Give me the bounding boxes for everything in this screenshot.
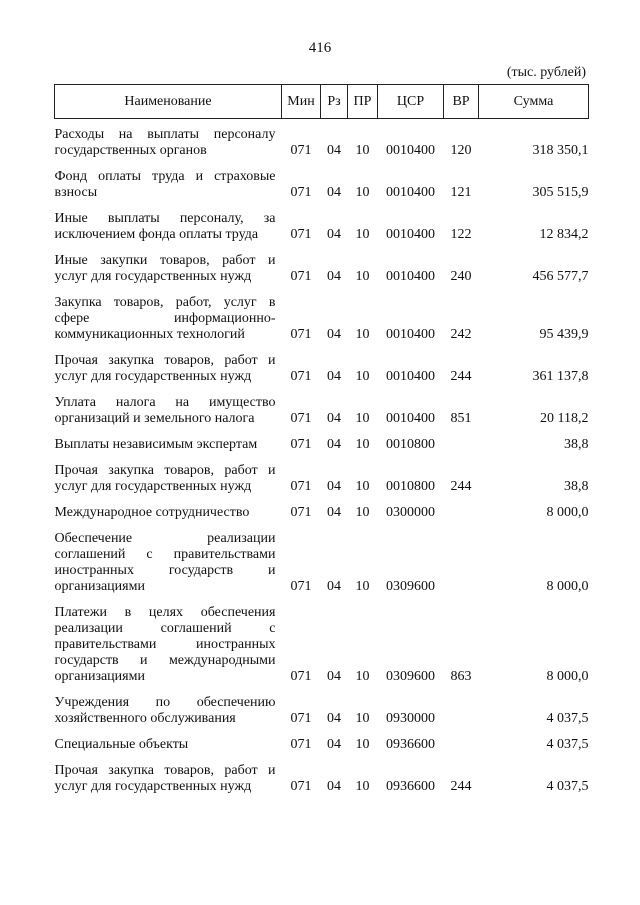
budget-table	[54, 84, 589, 797]
cell-pr: 10	[355, 437, 370, 452]
cell-sum: 38,8	[564, 479, 589, 494]
cell-pr: 10	[355, 227, 370, 242]
table-row	[55, 461, 589, 497]
cell-min: 071	[290, 779, 312, 794]
cell-sum: 4 037,5	[546, 779, 589, 794]
cell-vr: 120	[450, 143, 472, 158]
cell-name: Учреждения по обеспечению хозяйственного обслуживания	[54, 695, 276, 726]
cell-rz: 04	[327, 411, 341, 426]
table-row	[55, 529, 589, 597]
cell-pr: 10	[355, 579, 370, 594]
page-number: 416	[308, 40, 332, 56]
table-row	[55, 351, 589, 387]
cell-sum: 361 137,8	[532, 369, 589, 384]
cell-min: 071	[290, 369, 312, 384]
cell-vr: 851	[450, 411, 472, 426]
cell-rz: 04	[327, 369, 341, 384]
cell-sum: 318 350,1	[532, 143, 589, 158]
header-min: Мин	[282, 85, 321, 119]
cell-csr: 0936600	[386, 737, 435, 752]
cell-rz: 04	[327, 479, 341, 494]
header-pr: ПР	[348, 85, 378, 119]
table-row	[55, 761, 589, 797]
cell-vr: 244	[450, 779, 472, 794]
cell-name: Иные закупки товаров, работ и услуг для государственных нужд	[54, 253, 276, 284]
table-row	[55, 251, 589, 287]
cell-name: Платежи в целях обеспечения реализации соглашений с правительствами иностранных государств и международными организациями	[54, 605, 276, 684]
cell-name: Фонд оплаты труда и страховые взносы	[54, 169, 276, 200]
table-row	[55, 167, 589, 203]
cell-rz: 04	[327, 143, 341, 158]
header-sum: Сумма	[479, 85, 589, 119]
cell-min: 071	[290, 479, 312, 494]
table-row	[55, 603, 589, 687]
cell-csr: 0300000	[386, 505, 435, 520]
cell-min: 071	[290, 143, 312, 158]
table-row	[55, 435, 589, 455]
cell-csr: 0010800	[386, 479, 435, 494]
cell-sum: 12 834,2	[539, 227, 589, 242]
cell-pr: 10	[355, 711, 370, 726]
cell-pr: 10	[355, 669, 370, 684]
cell-vr: 122	[450, 227, 472, 242]
cell-rz: 04	[327, 327, 341, 342]
cell-csr: 0010800	[386, 437, 435, 452]
cell-rz: 04	[327, 669, 341, 684]
cell-pr: 10	[355, 269, 370, 284]
cell-pr: 10	[355, 411, 370, 426]
cell-name: Прочая закупка товаров, работ и услуг для государственных нужд	[54, 463, 276, 494]
table-header-row	[55, 85, 589, 119]
table-row	[55, 503, 589, 523]
cell-min: 071	[290, 227, 312, 242]
cell-min: 071	[290, 185, 312, 200]
cell-csr: 0010400	[386, 269, 435, 284]
cell-sum: 4 037,5	[546, 737, 589, 752]
cell-name: Закупка товаров, работ, услуг в сфере информационно-коммуникационных технологий	[54, 295, 276, 342]
cell-sum: 95 439,9	[539, 327, 589, 342]
cell-name: Прочая закупка товаров, работ и услуг для государственных нужд	[54, 763, 276, 794]
cell-vr: 244	[450, 479, 472, 494]
cell-csr: 0010400	[386, 369, 435, 384]
cell-sum: 456 577,7	[532, 269, 589, 284]
cell-sum: 305 515,9	[532, 185, 589, 200]
table-body	[55, 119, 589, 798]
cell-pr: 10	[355, 737, 370, 752]
cell-min: 071	[290, 737, 312, 752]
cell-vr: 242	[450, 327, 472, 342]
cell-name: Выплаты независимым экспертам	[54, 437, 258, 452]
table-row	[55, 735, 589, 755]
cell-sum: 38,8	[564, 437, 589, 452]
cell-vr	[444, 735, 479, 755]
table-row	[55, 209, 589, 245]
cell-name: Иные выплаты персоналу, за исключением фонда оплаты труда	[54, 211, 276, 242]
cell-sum: 4 037,5	[546, 711, 589, 726]
cell-pr: 10	[355, 505, 370, 520]
cell-min: 071	[290, 579, 312, 594]
cell-csr: 0010400	[386, 227, 435, 242]
cell-rz: 04	[327, 711, 341, 726]
cell-rz: 04	[327, 437, 341, 452]
cell-name: Уплата налога на имущество организаций и земельного налога	[54, 395, 276, 426]
cell-vr	[444, 693, 479, 729]
cell-min: 071	[290, 411, 312, 426]
cell-csr: 0010400	[386, 411, 435, 426]
cell-pr: 10	[355, 143, 370, 158]
cell-sum: 8 000,0	[546, 579, 589, 594]
header-vr: ВР	[444, 85, 479, 119]
cell-min: 071	[290, 711, 312, 726]
cell-csr: 0010400	[386, 327, 435, 342]
cell-name: Обеспечение реализации соглашений с правительствами иностранных государств и организациями	[54, 531, 276, 594]
units-label: (тыс. рублей)	[506, 65, 586, 80]
cell-vr	[444, 503, 479, 523]
cell-pr: 10	[355, 185, 370, 200]
cell-vr: 863	[450, 669, 472, 684]
cell-vr: 121	[450, 185, 472, 200]
cell-rz: 04	[327, 579, 341, 594]
cell-vr: 244	[450, 369, 472, 384]
header-csr: ЦСР	[378, 85, 444, 119]
cell-sum: 8 000,0	[546, 505, 589, 520]
cell-csr: 0309600	[386, 669, 435, 684]
cell-sum: 8 000,0	[546, 669, 589, 684]
cell-vr: 240	[450, 269, 472, 284]
table-row	[55, 393, 589, 429]
table-row	[55, 293, 589, 345]
cell-pr: 10	[355, 779, 370, 794]
cell-vr	[444, 529, 479, 597]
cell-csr: 0010400	[386, 185, 435, 200]
cell-pr: 10	[355, 327, 370, 342]
cell-vr	[444, 435, 479, 455]
cell-csr: 0309600	[386, 579, 435, 594]
cell-rz: 04	[327, 505, 341, 520]
cell-name: Международное сотрудничество	[54, 505, 250, 520]
cell-rz: 04	[327, 737, 341, 752]
cell-name: Специальные объекты	[54, 737, 189, 752]
cell-sum: 20 118,2	[540, 411, 589, 426]
cell-name: Прочая закупка товаров, работ и услуг для государственных нужд	[54, 353, 276, 384]
header-name: Наименование	[55, 85, 282, 119]
cell-rz: 04	[327, 779, 341, 794]
cell-min: 071	[290, 669, 312, 684]
cell-min: 071	[290, 269, 312, 284]
table-row	[55, 125, 589, 161]
cell-rz: 04	[327, 185, 341, 200]
header-rz: Рз	[321, 85, 348, 119]
cell-rz: 04	[327, 269, 341, 284]
cell-csr: 0930000	[386, 711, 435, 726]
table-row	[55, 693, 589, 729]
cell-csr: 0936600	[386, 779, 435, 794]
cell-rz: 04	[327, 227, 341, 242]
cell-min: 071	[290, 505, 312, 520]
cell-min: 071	[290, 437, 312, 452]
cell-name: Расходы на выплаты персоналу государственных органов	[54, 127, 276, 158]
cell-csr: 0010400	[386, 143, 435, 158]
cell-pr: 10	[355, 369, 370, 384]
cell-min: 071	[290, 327, 312, 342]
cell-pr: 10	[355, 479, 370, 494]
